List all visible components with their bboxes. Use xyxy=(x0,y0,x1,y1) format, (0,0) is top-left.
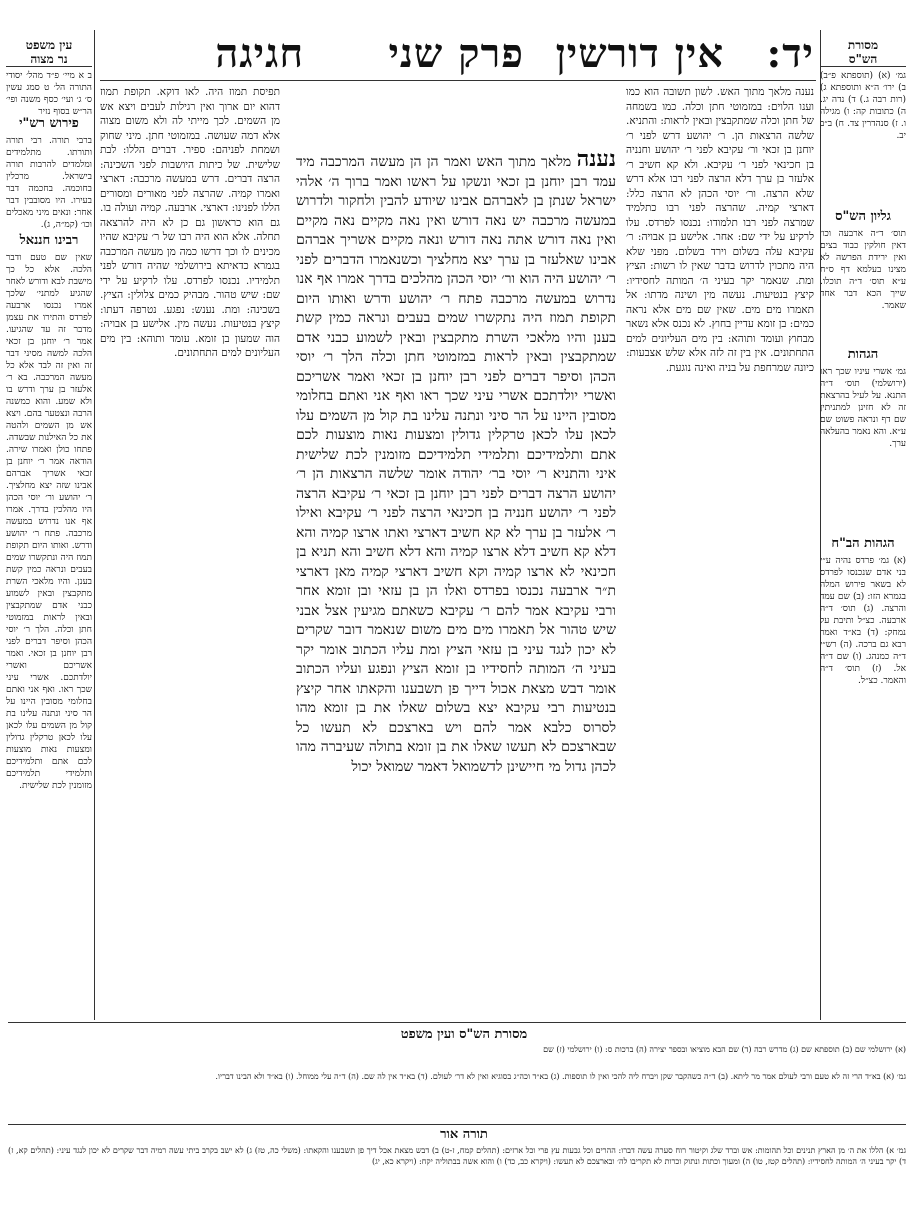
gemara-lead-word: נענה xyxy=(576,146,616,172)
page-id: יד: xyxy=(766,30,814,77)
haghot-habach-text: (א) גמ׳ פרדס נהיה ע״י בני אדם שנכנסו לפרדס לא בשאר פירוש המלה בגמרא הזו: (ב) שם עמד והרצה. (ג) תוס׳ ד״ה ארבעה. כצ״ל ותיבת על נמחק: (ד) בא״ד ואמר רבא גם ברכה. (ה) רש״י ד״ה כמנהג. (ו) שם ד״ה אל. (ז) תוס׳ ד״ה והאמר. כצ״ל. xyxy=(820,556,906,686)
chapter-name: אין דורשין xyxy=(555,30,724,77)
masoret-text: גמ׳ (א) (תוספתא פ״ב) ב) ירו׳ ה״א ותוספתא ג) (רות רבה ג.) ד) נדה יג. ה) כתובות קה: ו) מגילה ו. ז) סנהדרין צד. ח) ב״ב יב. xyxy=(820,71,906,141)
tractate-name: חגיגה xyxy=(215,30,304,77)
gemara-text-block xyxy=(296,146,616,1010)
hagahot-text: גמ׳ אשרי עיניו שכך ראו (ירושלמי) תוס׳ ד״ה התנא. על לעיל בהרצאת זה לא חזינן למתניתין שם דף ונראה פשוט שם ע״א. והא נאמר בהעלאה ערך. xyxy=(820,367,906,449)
ein-mishpat-title: עין משפט נר מצוה xyxy=(25,38,73,66)
tosafot-commentary: תפיסת תמוז היה. לאו דוקא. תקופת תמוז דהוא יום ארוך ואין רגילות לעבים ויצא אש מן השמים. לכך מייתי לה ולא משום מצוה אלא דמה שעושה. במזמוטי חתן. מיני שחוק ושמחת לפניהם: ספיר. דברים הללו: לבת שלישית. של כיתות היושבות לפני השכינה: הרצה דברים. דרש במעשה מרכבה: דארצי ואמרו קמיה. שהרצה לפני מאורים ומסורים הללו לפנינו: דארצי. ארבעה. קמיה ועולה בו. גם הוא כראשון גם כן לא היה להרצאה תחלה. אלא הוא היה רבו של ר׳ עקיבא שהיו מכינים לו וכך דרשו כמה מן מעשה המרכבה בגמרא כדאיתא בירושלמי שהיה דורש לפני תלמידיו. נכנסו לפרדס. עלו לרקיע על ידי שם: שיש טהור. מבהיק כמים צלולין: הציץ. בשכינה: ומת. נענש: נפגע. נטרפה דעתו: קיצץ בנטיעות. נעשה מין. אלישע בן אבויה: הוה שמעון בן זומא. עומד ותוהא: בין מים העליונים למים התחתונים. xyxy=(100,86,280,359)
gilyon-text: תוס׳ ד״ה ארבעה וכו׳ דאין חולקין כבוד בצים ואין ירידת הפרשה לא מצינו בעלמא דף ס״ח ע״א תוס׳ ד״ה תוכלו. שייך הכא דבר אחד שאמר. xyxy=(820,229,906,311)
footer-notes-text: (א) ירושלמי שם (ב) תוספתא שם (ג) מדרש רבה (ד) שם הבא מוציאו ובספר יצירה (ה) ברכות ס: (ו) ירושלמי (ז) שם xyxy=(543,1045,906,1054)
perek-label: פרק שני xyxy=(388,30,524,77)
footer-bottom-notes: גמ׳ (א) בא״ד הרי זה לא טעם ורבי לעולם אמר מר ליתא. (ב) ד״ה כשהקבר שקן ויברח ליה להכי ואין לו תוספות. (ג) בא״ד וכה״ג בסוגיא ואין לא דר׳ לעולם. (ד) בא״ד אין לה שם. (ה) ד״ה עלי ממוחל. (ו) בא״ד ולא הבינו דבריו. xyxy=(215,1072,906,1081)
rabbeinu-chananel-title: רבינו חננאל xyxy=(19,233,79,248)
rabbeinu-chananel-text: שאין שם טעם ודבר הלכה. אלא כל כך מישבת לבא ודורש לאחר שהגיע למתני׳ שלכך אמרו נכנסו ארבעה לפרדס והתירו את עצמן מדבר זה עד שהגיעו. אמר ר׳ יוחנן בן זכאי הלכה למשה מסיני דבר זה ואין זה לבד אלא כל מעשה המרכבה. בא ר׳ אלעזר בן ערך ודרש בו ולא שמע. והוא כמשנה הרבה ונצטער בהם. ויצא אש מן השמים ולהטה את כל האילנות שבשדה. פתחו כולן ואמרו שירה. הודאה אמר ר׳ יוחנן בן זכאי אשריך אברהם אבינו שזה יצא מחלציך. ר׳ יהושע ור׳ יוסי הכהן היו מהלכין בדרך. אמרו אף אנו נדרוש במעשה מרכבה. פתח ר׳ יהושע ודרש. ואותו היום תקופת תמוז היה ונתקשרו שמים בעבים ונראה כמין קשת בענן. והיו מלאכי השרת מתקבצין ובאין לשמוע כבני אדם שמתקבצין ובאין לראות במזמוטי חתן וכלה. הלך ר׳ יוסי הכהן וסיפר דברים לפני רבן יוחנן בן זכאי. ואמר אשריכם ואשרי יולדתכם. אשרי עיני שכך ראו. ואף אני ואתם בחלומי מסובין היינו על הר סיני ונתנה עלינו בת קול מן השמים עלו לכאן עלו לכאן טרקלין גדולין ומצעות נאות מוצעות לכם אתם ותלמידיכם ותלמידי תלמידיכם מזומנין לכת שלישית. xyxy=(6,253,92,791)
torah-or-title: תורה אור xyxy=(440,1127,488,1142)
rashi-commentary: נענה מלאך מתוך האש. לשון תשובה הוא כמו וענו הלוים: במזמוטי חתן וכלה. כמו בשמחה של חתן וכלה שמתקבצין ובאין לראות: והתניא. שלשה הרצאות הן. ר׳ יהושע דרש לפני ר׳ יוחנן בן זכאי ור׳ עקיבא לפני ר׳ יהושע וחנניה בן חכינאי לפני ר׳ עקיבא. ולא קא חשיב ר׳ אלעזר בן ערך דלא הרצה לפני רבו אלא דרש שלא הרצה. ור׳ יוסי הכהן לא הרצה כלל: דארצי קמיה. שהרצה לפני רבו כתלמיד שמרצה לפני רבו תלמודו: נכנסו לפרדס. עלו לרקיע על ידי שם: אחר. אלישע בן אבויה: ר׳ עקיבא עלה בשלום וירד בשלום. מפני שלא היה מתכוין לדרוש בדבר שאין לו רשות: הציץ ומת. שנאמר יקר בעיני ה׳ המותה לחסידיו: קיצץ בנטיעות. נעשה מין ושינה מדתו: אל תאמרו מים מים. שאין שם מים אלא נראה כמים: בן זומא עדיין בחוץ. לא נכנס אלא נשאר מבחוץ ועומד ותוהא: בין מים העליונים למים התחתונים. אין בין זה לזה אלא שלש אצבעות: כיונה שמרחפת על בניה ואינה נוגעת. xyxy=(626,86,814,374)
perush-title: פירוש רש"י xyxy=(19,116,79,131)
hagahot-title: הגהות xyxy=(847,347,879,362)
footer-notes-title: מסורת הש"ס ועין משפט xyxy=(400,1027,528,1042)
perush-text: ברבי תורה. רבי תורה ותורתו. מתלמידים ומלמדים להרבות תורה בישראל. מרכלין בחוכמה. בחכמה דבר בעירו. היו מסובבין דבר אחר: ונאים מיני מאכלים וכו׳ (קמ״ה, ג). xyxy=(6,136,92,230)
gilyon-title: גליון הש"ס xyxy=(835,209,891,224)
masoret-title: מסורת הש"ס xyxy=(847,38,879,66)
torah-or-text: גמ׳ א) הללו את ה׳ מן הארץ תנינים וכל תהומות: אש וברד שלג וקיטור רוח סערה עשה דברו: ההרים וכל גבעות עץ פרי וכל ארזים: (תהלים קמח, ז-ט) ב) דבש מצאת אכל דיך פן תשבענו והקאתו: (משלי כה, טז) ג) לא ישב בקרב ביתי עשה רמיה דבר שקרים לא יכון לנגד עיני: (תהלים קא, ז) ד) יקר בעיני ה׳ המותה לחסידיו: (תהלים קטז, טו) ה) ומעוך וכתות ונתוק וכרות לא תקריבו לה׳ ובארצכם לא תעשו: (ויקרא כב, כד) ו) והוא אשה בבתוליה יקח: (ויקרא כא, יג) xyxy=(8,1146,906,1166)
ein-mishpat-text: ב א מיי׳ פ״ד מהל׳ יסודי התורה הל׳ ט סמג עשין ס׳ ג׳ ועי׳ כסף משנה ופי׳ הר״ש בסוף נזיר xyxy=(6,71,92,117)
gemara-text: מלאך מתוך האש ואמר הן הן מעשה המרכבה מיד עמד רבן יוחנן בן זכאי ונשקו על ראשו ואמר ברוך ה׳ אלהי ישראל שנתן בן לאברהם אבינו שיודע להבין ולחקור ולדרוש במעשה מרכבה יש נאה דורש ואין נאה מקיים נאה מקיים ואין נאה דורש אתה נאה דורש ונאה מקיים אשריך אברהם אבינו שאלעזר בן ערך יצא מחלציך וכשנאמרו הדברים לפני ר׳ יהושע היה הוא ור׳ יוסי הכהן מהלכים בדרך אמרו אף אנו נדרוש במעשה מרכבה פתח ר׳ יהושע ודרש ואותו היום תקופת תמוז היה נתקשרו שמים בעבים ונראה כמין קשת בענן והיו מלאכי השרת מתקבצין ובאין לשמוע כבני אדם שמתקבצין ובאין לראות במזמוטי חתן וכלה הלך ר׳ יוסי הכהן וסיפר דברים לפני רבן יוחנן בן זכאי ואמר אשריכם ואשרי יולדתכם אשרי עיני שכך ראו ואף אני ואתם בחלומי מסובין היינו על הר סיני ונתנה עלינו בת קול מן השמים עלו לכאן עלו לכאן טרקלין גדולין ומצעות נאות מוצעות לכם אתם ותלמידיכם ותלמידי תלמידיכם מזומנין לכת שלישית איני והתניא ר׳ יוסי בר׳ יהודה אומר שלשה הרצאות הן ר׳ יהושע הרצה דברים לפני רבן יוחנן בן זכאי ר׳ עקיבא הרצה לפני ר׳ יהושע חנניה בן חכינאי הרצה לפני ר׳ עקיבא ואילו ר׳ אלעזר בן ערך לא קא חשיב דארצי ואתו ארצו קמיה והא דלא קא חשיב דלא ארצו קמיה והא דלא חשיב והא תניא בן חכינאי לא ארצו קמיה וקא חשיב דארצי קמיה מאן דארצי ת״ר ארבעה נכנסו בפרדס ואלו הן בן עזאי ובן זומא אחר ורבי עקיבא אמר להם ר׳ עקיבא כשאתם מגיעין אצל אבני שיש טהור אל תאמרו מים מים משום שנאמר דובר שקרים לא יכון לנגד עיני בן עזאי הציץ ומת עליו הכתוב אומר יקר בעיני ה׳ המותה לחסידיו בן זומא הציץ ונפגע ועליו הכתוב אומר דבש מצאת אכול דייך פן תשבענו והקאתו אחר קיצץ בנטיעות רבי עקיבא יצא בשלום שאלו את בן זומא מהו לסרוס כלבא אמר להם ויש בארצכם לא תעשו כל שבארצכם לא תעשו שאלו את בן זומא בתולה שעיברה מהו לכהן גדול מי חיישינן לדשמואל דאמר שמואל יכול xyxy=(296,154,616,775)
haghot-habach-title: הגהות הב"ח xyxy=(831,536,895,551)
